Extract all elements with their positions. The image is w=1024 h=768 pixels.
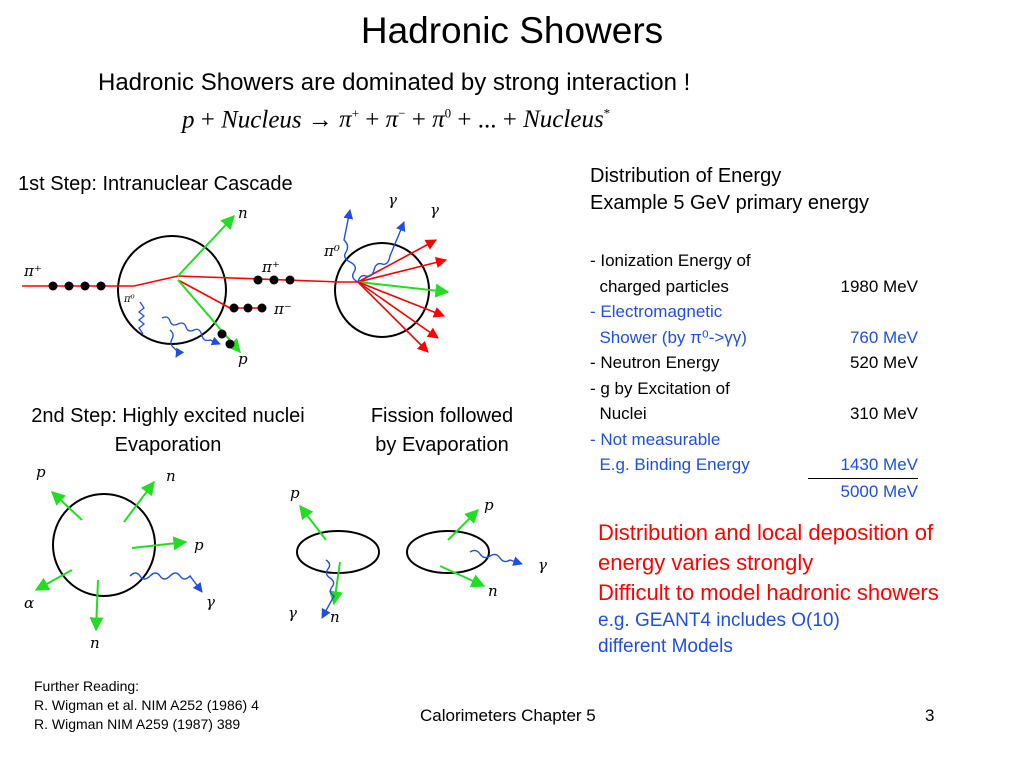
distribution-row-label: Shower (by π⁰->γγ) bbox=[590, 327, 747, 347]
evap-gamma-track bbox=[130, 573, 202, 592]
eq-dots: ... bbox=[477, 106, 497, 134]
excited-nucleus-circle bbox=[53, 494, 155, 596]
cascade-diagram bbox=[22, 210, 448, 357]
eq-plus-1: + bbox=[200, 106, 215, 134]
note-blue-2: different Models bbox=[598, 636, 733, 657]
further-reading bbox=[34, 677, 259, 734]
distribution-row bbox=[590, 350, 918, 376]
reference-2: R. Wigman NIM A259 (1987) 389 bbox=[34, 716, 241, 732]
nucleus-circle-2 bbox=[335, 243, 429, 337]
eq-nucleus-excited: Nucleus* bbox=[523, 106, 611, 134]
distribution-row bbox=[590, 248, 918, 274]
energy-distribution-list bbox=[590, 248, 918, 504]
label-p-2: p bbox=[36, 463, 46, 481]
distribution-row-value bbox=[808, 248, 918, 274]
distribution-row bbox=[590, 274, 918, 300]
label-n-4: n bbox=[330, 608, 340, 626]
distribution-row-label: - Not measurable bbox=[590, 429, 721, 449]
label-n-2: n bbox=[166, 467, 176, 485]
fission-line1: Fission followed bbox=[370, 405, 514, 427]
distribution-row bbox=[590, 427, 918, 453]
note-blue-1: e.g. GEANT4 includes O(10) bbox=[598, 610, 840, 631]
label-n-1: n bbox=[238, 204, 248, 222]
nucleus-circle-1 bbox=[118, 236, 226, 344]
label-gamma-5: γ bbox=[538, 556, 547, 574]
label-n-3: n bbox=[90, 634, 100, 652]
distribution-row-label: - Electromagnetic bbox=[590, 302, 723, 321]
note-red-3: Difficult to model hadronic showers bbox=[598, 580, 939, 605]
distribution-row bbox=[590, 325, 918, 351]
label-p-4: p bbox=[290, 484, 300, 502]
fission-line2: by Evaporation bbox=[375, 434, 509, 456]
distribution-row bbox=[590, 478, 918, 505]
eq-pi-plus: π+ bbox=[339, 106, 360, 134]
label-pi-zero-small: π⁰ bbox=[124, 294, 135, 305]
label-p-5: p bbox=[484, 496, 494, 514]
distribution-row-value bbox=[808, 376, 918, 402]
distribution-row-label: E.g. Binding Energy bbox=[590, 455, 750, 474]
distribution-row-value: 520 MeV bbox=[849, 353, 918, 372]
distribution-heading bbox=[590, 163, 869, 217]
distribution-row-label: charged particles bbox=[590, 276, 729, 296]
label-gamma-3: γ bbox=[206, 593, 215, 611]
distribution-row-value: 310 MeV bbox=[849, 404, 918, 423]
step2-line2: Evaporation bbox=[114, 434, 222, 456]
slide-title: Hadronic Showers bbox=[360, 10, 664, 51]
distribution-row-label: - Ionization Energy of bbox=[590, 251, 751, 270]
eq-plus-2: + bbox=[365, 106, 380, 134]
label-p-1: p bbox=[238, 350, 248, 368]
distribution-row-value bbox=[808, 427, 918, 453]
eq-arrow: → bbox=[307, 106, 333, 134]
footer-chapter: Calorimeters Chapter 5 bbox=[420, 706, 596, 725]
label-gamma-1: γ bbox=[388, 191, 397, 209]
distribution-row-value bbox=[808, 299, 918, 325]
distribution-row bbox=[590, 376, 918, 402]
label-pi-zero: π⁰ bbox=[324, 242, 340, 260]
distribution-row-value: 5000 MeV bbox=[808, 478, 918, 505]
label-gamma-2: γ bbox=[430, 201, 439, 219]
fragment-right bbox=[407, 531, 489, 573]
reference-1: R. Wigman et al. NIM A252 (1986) 4 bbox=[34, 697, 259, 713]
label-p-3: p bbox=[194, 536, 204, 554]
fragment-left bbox=[297, 531, 379, 573]
eq-plus-5: + bbox=[502, 106, 517, 134]
gamma-track-1 bbox=[344, 210, 358, 282]
note-red-2: energy varies strongly bbox=[598, 550, 814, 575]
distribution-row-label: Nuclei bbox=[590, 404, 647, 423]
distribution-row bbox=[590, 452, 918, 478]
step2-line1: 2nd Step: Highly excited nuclei bbox=[31, 405, 305, 427]
neutron-track bbox=[178, 216, 234, 276]
eq-pi-minus: π− bbox=[385, 106, 406, 134]
fission-diagram bbox=[297, 506, 522, 618]
label-n-5: n bbox=[488, 582, 498, 600]
distribution-row-value: 760 MeV bbox=[849, 327, 918, 347]
distribution-row-value: 1430 MeV bbox=[840, 455, 918, 474]
note-red-1: Distribution and local deposition of bbox=[598, 520, 934, 545]
evaporation-diagram bbox=[36, 482, 202, 630]
distribution-heading-2: Example 5 GeV primary energy bbox=[590, 192, 870, 214]
distribution-row-value: 1980 MeV bbox=[840, 276, 918, 296]
eq-pi-zero: $\pi^0$ bbox=[432, 106, 452, 134]
step1-label: 1st Step: Intranuclear Cascade bbox=[18, 173, 293, 195]
eq-proton: p bbox=[182, 106, 195, 134]
distribution-row-label: - Neutron Energy bbox=[590, 353, 720, 372]
label-pi-minus: π⁻ bbox=[274, 300, 292, 318]
distribution-row bbox=[590, 299, 918, 325]
notes-block bbox=[598, 518, 939, 660]
label-pi-plus-out: π⁺ bbox=[262, 258, 280, 276]
pi0-photon-1 bbox=[139, 302, 144, 334]
eq-plus-3: + bbox=[411, 106, 426, 134]
slide-subtitle: Hadronic Showers are dominated by strong interaction ! bbox=[98, 69, 691, 96]
further-reading-heading: Further Reading: bbox=[34, 678, 140, 694]
label-pi-plus-in: π⁺ bbox=[24, 262, 42, 280]
page-number: 3 bbox=[925, 706, 935, 725]
label-alpha: α bbox=[24, 594, 35, 612]
distribution-row bbox=[590, 401, 918, 427]
distribution-row-label: - g by Excitation of bbox=[590, 378, 730, 398]
label-gamma-4: γ bbox=[288, 604, 297, 622]
eq-plus-4: + bbox=[457, 106, 472, 134]
pion-minus-track bbox=[178, 280, 230, 308]
eq-nucleus: Nucleus bbox=[221, 106, 302, 134]
distribution-row-label bbox=[590, 478, 808, 505]
distribution-heading-1: Distribution of Energy bbox=[590, 165, 782, 187]
